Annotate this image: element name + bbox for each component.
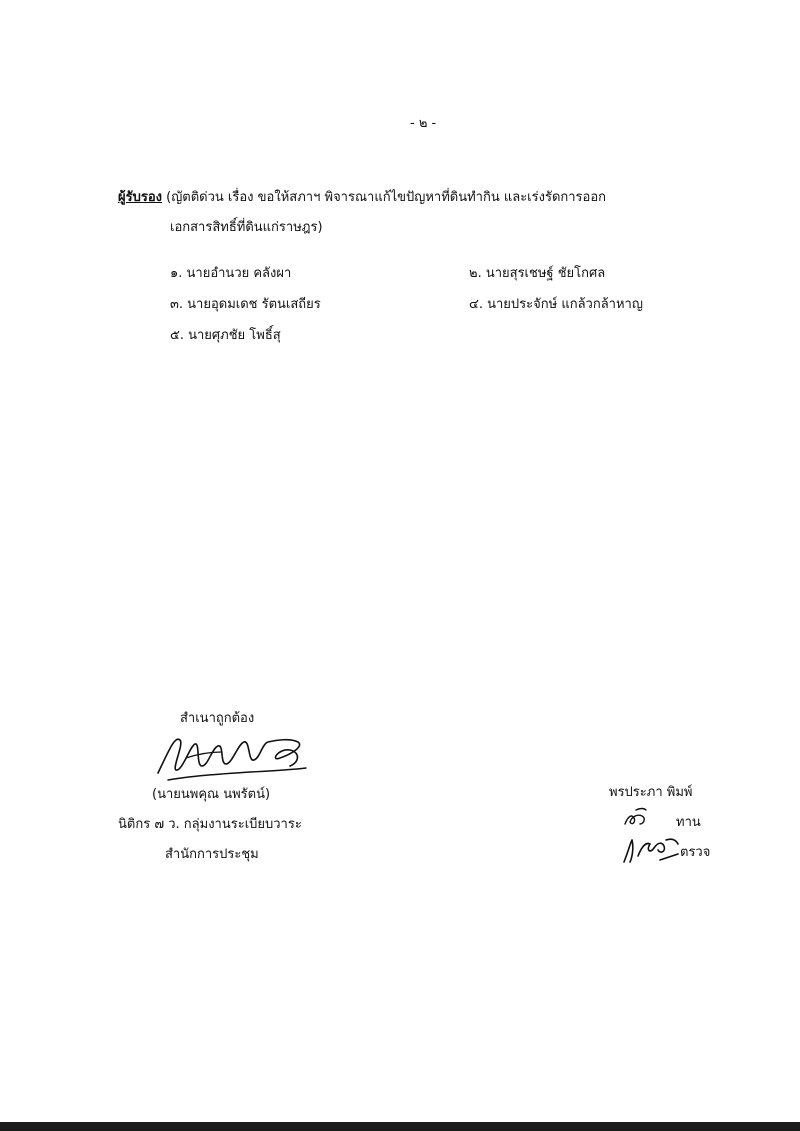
certifier-position: นิติกร ๗ ว. กลุ่มงานระเบียบวาระ — [118, 817, 302, 832]
certifier-signature — [150, 728, 310, 788]
scan-edge-border — [0, 1122, 800, 1131]
checker-initials — [620, 832, 680, 866]
certified-copy-label: สำเนาถูกต้อง — [180, 711, 255, 726]
recipients-heading — [118, 186, 606, 207]
motion-title-line1: (ญัตติด่วน เรื่อง ขอให้สภาฯ พิจารณาแก้ไขปัญหาที่ดินทำกิน และเร่งรัดการออก — [166, 190, 607, 205]
page-number: - ๒ - — [410, 116, 437, 131]
certifier-office: สำนักการประชุม — [165, 847, 259, 862]
certifier-name: (นายนพคุณ นพรัตน์) — [152, 787, 271, 802]
recipient-name-2: ๒. นายสุรเชษฐ์ ชัยโกศล — [469, 266, 606, 281]
recipient-name-5: ๕. นายศุภชัย โพธิ์สุ — [170, 328, 281, 343]
recipient-name-4: ๔. นายประจักษ์ แกล้วกล้าหาญ — [469, 297, 643, 312]
recipient-name-3: ๓. นายอุดมเดช รัตนเสถียร — [170, 297, 321, 312]
proofreader-initials — [622, 806, 650, 828]
check-note: ตรวจ — [680, 845, 711, 860]
proof-note: ทาน — [676, 815, 701, 830]
recipients-label: ผู้รับรอง — [118, 190, 162, 205]
recipient-name-1: ๑. นายอำนวย คลังผา — [170, 266, 292, 281]
typist-note: พรประภา พิมพ์ — [609, 785, 693, 800]
motion-title-line2: เอกสารสิทธิ์ที่ดินแก่ราษฎร) — [170, 220, 323, 235]
